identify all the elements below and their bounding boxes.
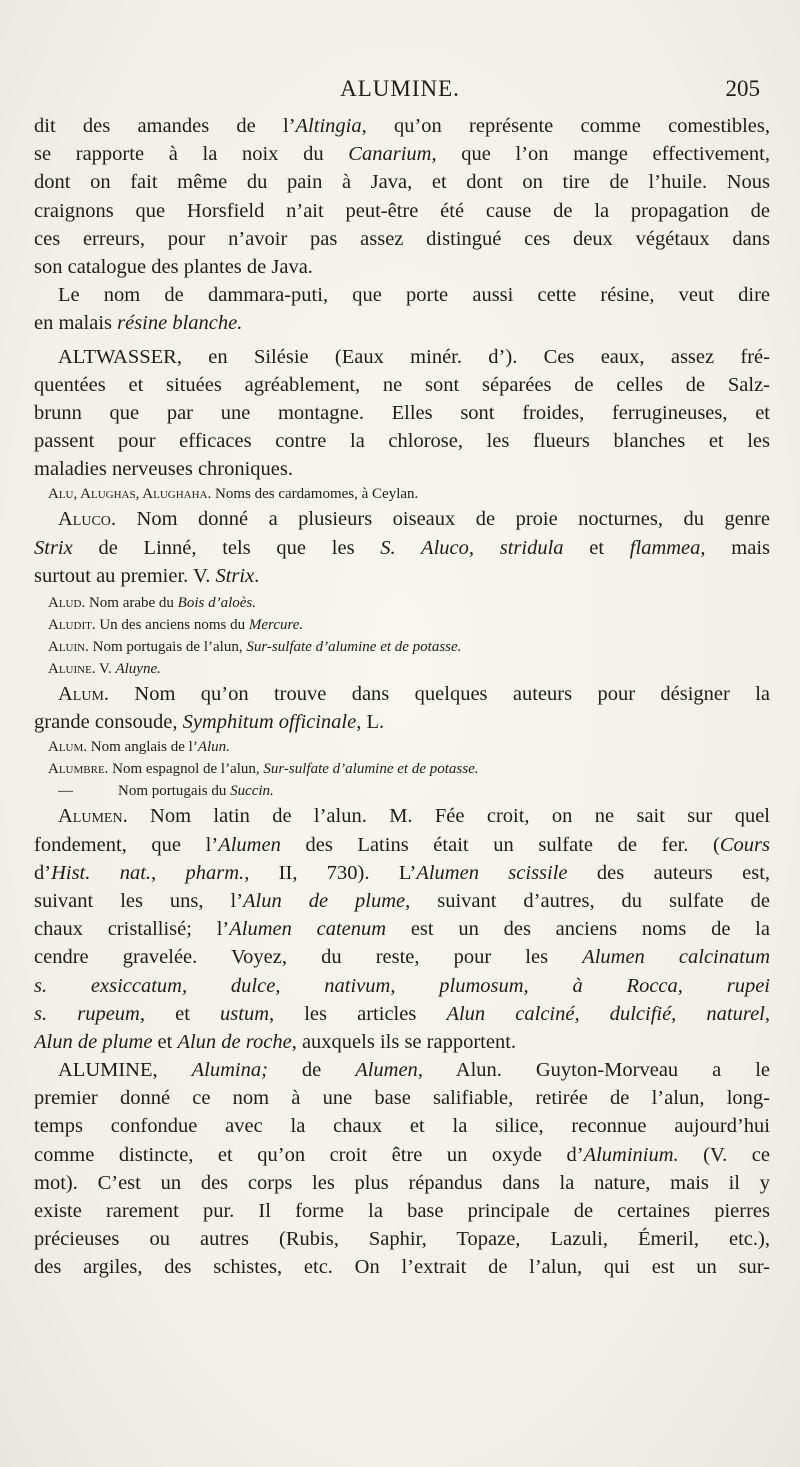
text-line: précieuses ou autres (Rubis, Saphir, Topaze, Lazuli, Émeril, etc.), (34, 1228, 770, 1251)
text-line: temps confondue avec la chaux et la silice, reconnue aujourd’hui (34, 1115, 770, 1138)
text-line: Le nom de dammara-puti, que porte aussi cette résine, veut dire (58, 284, 770, 307)
page-number: 205 (725, 76, 760, 101)
entry-aluco: Aluco. Nom donné a plusieurs oiseaux de proie nocturnes, du genre (58, 508, 770, 531)
entry-aluine: Aluine. V. Aluyne. (48, 661, 161, 677)
entry-alu: Alu, Alughas, Alughaha. Noms des cardamomes, à Ceylan. (48, 486, 419, 503)
text-line: premier donné ce nom à une base salifiable, retirée de l’alun, long- (34, 1087, 770, 1110)
text-line: cendre gravelée. Voyez, du reste, pour les Alumen calcinatum (34, 946, 770, 969)
entry-alud: Alud. Nom arabe du Bois d’aloès. (48, 595, 256, 611)
text-line: maladies nerveuses chroniques. (34, 458, 294, 481)
entry-alum-anglais: Alum. Nom anglais de l’Alun. (48, 739, 230, 756)
text-line: grande consoude, Symphitum officinale, L. (34, 711, 385, 734)
text-line: comme distincte, et qu’on croit être un oxyde d’Aluminium. (V. ce (34, 1143, 770, 1166)
entry-aludit: Aludit. Un des anciens noms du Mercure. (48, 617, 304, 633)
entry-alumbre-2: — Nom portugais du Succin. (58, 783, 274, 800)
text-line: s. rupeum, et ustum, les articles Alun calciné, dulcifié, naturel, (34, 1002, 770, 1025)
text-line: s. exsiccatum, dulce, nativum, plumosum, à Rocca, rupei (34, 974, 770, 997)
text-line: existe rarement pur. Il forme la base principale de certaines pierres (34, 1200, 770, 1222)
entry-alumine: ALUMINE, Alumina; de Alumen, Alun. Guyton-Morveau a le (58, 1059, 770, 1082)
text-line: quentées et situées agréablement, ne sont séparées de celles de Salz- (34, 373, 770, 396)
entry-altwasser: ALTWASSER, en Silésie (Eaux minér. d’). Ces eaux, assez fré- (58, 345, 770, 368)
text-line: se rapporte à la noix du Canarium, que l’on mange effectivement, (34, 143, 770, 166)
page-header (0, 74, 800, 108)
text-line: fondement, que l’Alumen des Latins était un sulfate de fer. (Cours (34, 833, 770, 856)
text-line: suivant les uns, l’Alun de plume, suivant d’autres, du sulfate de (34, 889, 770, 912)
text-line: chaux cristallisé; l’Alumen catenum est un des anciens noms de la (34, 918, 770, 941)
text-line: Alun de plume et Alun de roche, auxquels ils se rapportent. (34, 1030, 517, 1053)
entry-alum: Alum. Nom qu’on trouve dans quelques auteurs pour désigner la (58, 683, 770, 705)
text-line: son catalogue des plantes de Java. (34, 255, 313, 278)
running-head: ALUMINE. (340, 76, 460, 101)
text-line: mot). C’est un des corps les plus répandus dans la nature, mais il y (34, 1171, 770, 1194)
text-line: dit des amandes de l’Altingia, qu’on représente comme comestibles, (34, 115, 770, 137)
entry-alumbre: Alumbre. Nom espagnol de l’alun, Sur-sulfate d’alumine et de potasse. (48, 761, 479, 778)
text-line: dont on fait même du pain à Java, et dont on tire de l’huile. Nous (34, 171, 770, 194)
text-line: surtout au premier. V. Strix. (34, 564, 260, 587)
text-line: brunn que par une montagne. Elles sont froides, ferrugineuses, et (34, 401, 770, 424)
text-line: en malais résine blanche. (34, 312, 243, 335)
dictionary-text (34, 112, 770, 1282)
text-line: craignons que Horsfield n’ait peut-être été cause de la propagation de (34, 199, 770, 222)
entry-aluin: Aluin. Nom portugais de l’alun, Sur-sulfate d’alumine et de potasse. (48, 639, 462, 655)
text-line: passent pour efficaces contre la chlorose, les flueurs blanches et les (34, 430, 770, 453)
text-line: Strix de Linné, tels que les S. Aluco, stridula et flammea, mais (34, 536, 770, 559)
entry-alumen: Alumen. Nom latin de l’alun. M. Fée croit, on ne sait sur quel (58, 805, 770, 828)
text-line: d’Hist. nat., pharm., II, 730). L’Alumen scissile des auteurs est, (34, 861, 770, 884)
text-line: des argiles, des schistes, etc. On l’extrait de l’alun, qui est un sur- (34, 1256, 770, 1279)
text-line: ces erreurs, pour n’avoir pas assez distingué ces deux végétaux dans (34, 227, 770, 250)
